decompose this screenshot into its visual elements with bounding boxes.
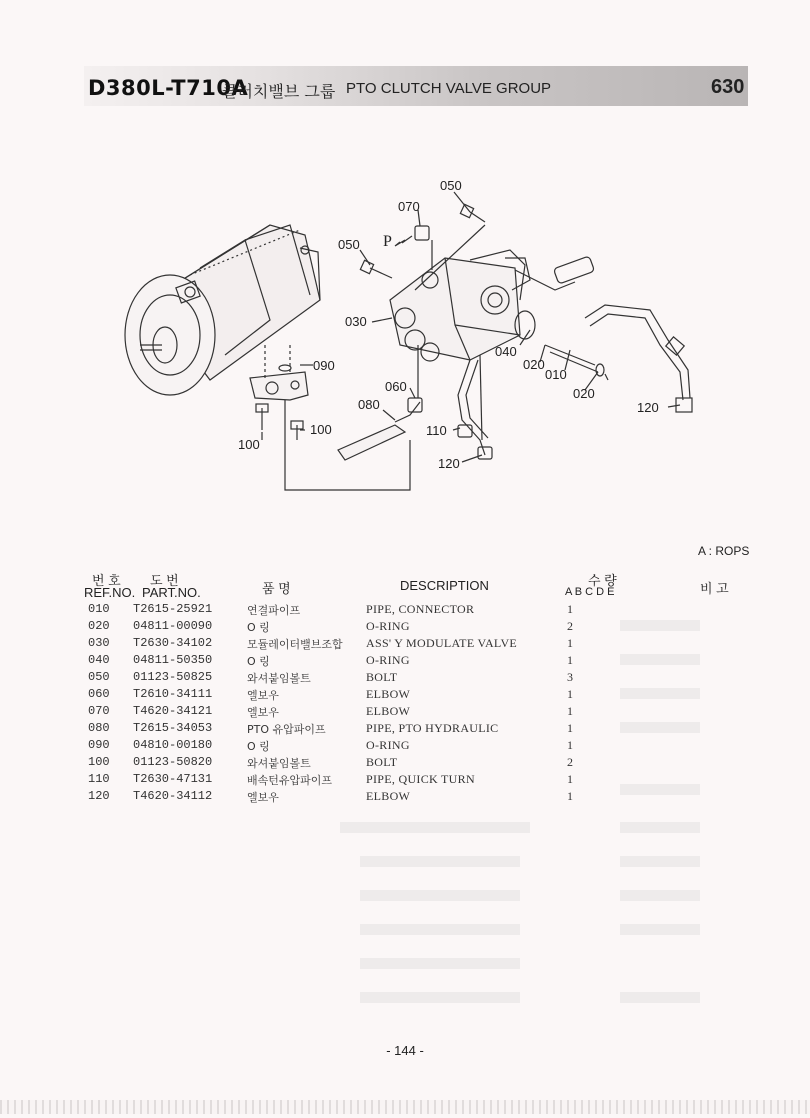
header-part-korean: 도 번 <box>150 573 179 588</box>
callout-020-a: 020 <box>523 357 545 372</box>
callout-p: P <box>383 233 392 250</box>
page-number: - 144 - <box>386 1043 424 1058</box>
part-no: T2610-34111 <box>133 687 213 701</box>
part-no: T2630-47131 <box>133 772 213 786</box>
part-no: T2615-25921 <box>133 602 213 616</box>
valve-body-illustration <box>390 250 595 361</box>
quantity: 1 <box>567 687 573 701</box>
ref-no: 050 <box>88 670 110 684</box>
callout-100-right: 100 <box>310 422 332 437</box>
table-row <box>0 602 810 619</box>
callout-050-top: 050 <box>440 178 462 193</box>
header-description: DESCRIPTION <box>400 578 489 593</box>
quantity: 1 <box>567 602 573 616</box>
part-name-korean: 연결파이프 <box>247 604 301 617</box>
title-korean: 클러치밸브 그룹 <box>222 82 336 101</box>
ref-no: 030 <box>88 636 110 650</box>
table-row <box>0 670 810 687</box>
ref-no: 010 <box>88 602 110 616</box>
description: ELBOW <box>366 687 411 701</box>
header-quantity-korean: 수 량 <box>588 573 617 588</box>
part-no: 01123-50825 <box>133 670 213 684</box>
part-name-korean: 모듈레이터밸브조합 <box>247 638 343 651</box>
part-name-korean: 엘보우 <box>247 706 279 719</box>
part-no: 04811-50350 <box>133 653 213 667</box>
header-quantity-columns: A B C D E <box>565 586 615 598</box>
ref-no: 020 <box>88 619 110 633</box>
scan-noise <box>340 822 530 833</box>
scan-noise <box>620 856 700 867</box>
part-no: T2615-34053 <box>133 721 213 735</box>
table-row <box>0 755 810 772</box>
table-row <box>0 721 810 738</box>
description: O-RING <box>366 653 410 667</box>
description: PIPE, PTO HYDRAULIC <box>366 721 499 735</box>
callout-050-left: 050 <box>338 237 360 252</box>
ref-no: 110 <box>88 772 110 786</box>
part-name-korean: 배속턴유압파이프 <box>247 774 333 787</box>
header-part-no: PART.NO. <box>142 585 201 600</box>
header-ref-korean: 번 호 <box>92 573 121 588</box>
rops-note: A : ROPS <box>698 544 750 558</box>
table-row <box>0 653 810 670</box>
callout-040: 040 <box>495 344 517 359</box>
header-ref-no: REF.NO. <box>84 585 136 600</box>
ref-no: 080 <box>88 721 110 735</box>
callout-060: 060 <box>385 379 407 394</box>
part-name-korean: O 링 <box>247 621 270 634</box>
ref-no: 040 <box>88 653 110 667</box>
scan-noise <box>360 924 520 935</box>
scan-noise <box>620 890 700 901</box>
description: PIPE, CONNECTOR <box>366 602 475 616</box>
table-row <box>0 789 810 806</box>
quantity: 2 <box>567 755 573 769</box>
part-no: T2630-34102 <box>133 636 213 650</box>
table-row <box>0 687 810 704</box>
scan-noise <box>360 992 520 1003</box>
model-number: D380L-T710A <box>88 76 249 100</box>
scan-noise <box>360 890 520 901</box>
description: BOLT <box>366 755 398 769</box>
description: O-RING <box>366 619 410 633</box>
part-name-korean: 와셔붙임볼트 <box>247 757 311 770</box>
header-name-korean: 품 명 <box>262 581 291 596</box>
quantity: 1 <box>567 636 573 650</box>
part-no: 04810-00180 <box>133 738 213 752</box>
callout-020-b: 020 <box>573 386 595 401</box>
part-name-korean: PTO 유압파이프 <box>247 723 326 736</box>
description: ASS' Y MODULATE VALVE <box>366 636 518 650</box>
callout-070: 070 <box>398 199 420 214</box>
description: ELBOW <box>366 789 411 803</box>
callout-030: 030 <box>345 314 367 329</box>
description: O-RING <box>366 738 410 752</box>
table-row <box>0 772 810 789</box>
scan-noise <box>620 924 700 935</box>
callout-080: 080 <box>358 397 380 412</box>
ref-no: 100 <box>88 755 110 769</box>
page-code: 630 <box>711 76 745 98</box>
part-name-korean: O 링 <box>247 740 270 753</box>
ref-no: 120 <box>88 789 110 803</box>
part-name-korean: 엘보우 <box>247 791 279 804</box>
header-remarks-korean: 비 고 <box>700 581 729 596</box>
pipe-connector-illustration <box>545 305 692 412</box>
table-row <box>0 704 810 721</box>
exploded-parts-diagram <box>0 0 810 520</box>
description: PIPE, QUICK TURN <box>366 772 475 786</box>
scan-edge-strip <box>0 1100 810 1114</box>
part-name-korean: 엘보우 <box>247 689 279 702</box>
table-row <box>0 738 810 755</box>
callout-110: 110 <box>426 423 447 438</box>
quantity: 2 <box>567 619 573 633</box>
scan-noise <box>620 822 700 833</box>
part-no: 04811-00090 <box>133 619 213 633</box>
quantity: 1 <box>567 704 573 718</box>
callout-100-left: 100 <box>238 437 260 452</box>
part-name-korean: 와셔붙임볼트 <box>247 672 311 685</box>
scan-noise <box>360 958 520 969</box>
ref-no: 070 <box>88 704 110 718</box>
ref-no: 060 <box>88 687 110 701</box>
quantity: 1 <box>567 721 573 735</box>
table-row <box>0 636 810 653</box>
quantity: 3 <box>567 670 573 684</box>
quantity: 1 <box>567 789 573 803</box>
part-name-korean: O 링 <box>247 655 270 668</box>
callout-120-bottom: 120 <box>438 456 460 471</box>
quick-turn-pipe-illustration <box>458 355 492 459</box>
callout-120-right: 120 <box>637 400 659 415</box>
title-english: PTO CLUTCH VALVE GROUP <box>346 80 552 97</box>
callout-090: 090 <box>313 358 335 373</box>
description: ELBOW <box>366 704 411 718</box>
part-no: T4620-34121 <box>133 704 213 718</box>
scan-noise <box>360 856 520 867</box>
ref-no: 090 <box>88 738 110 752</box>
part-no: 01123-50820 <box>133 755 213 769</box>
quantity: 1 <box>567 772 573 786</box>
callout-010: 010 <box>545 367 567 382</box>
scan-noise <box>620 992 700 1003</box>
part-no: T4620-34112 <box>133 789 213 803</box>
description: BOLT <box>366 670 398 684</box>
table-row <box>0 619 810 636</box>
quantity: 1 <box>567 653 573 667</box>
quantity: 1 <box>567 738 573 752</box>
